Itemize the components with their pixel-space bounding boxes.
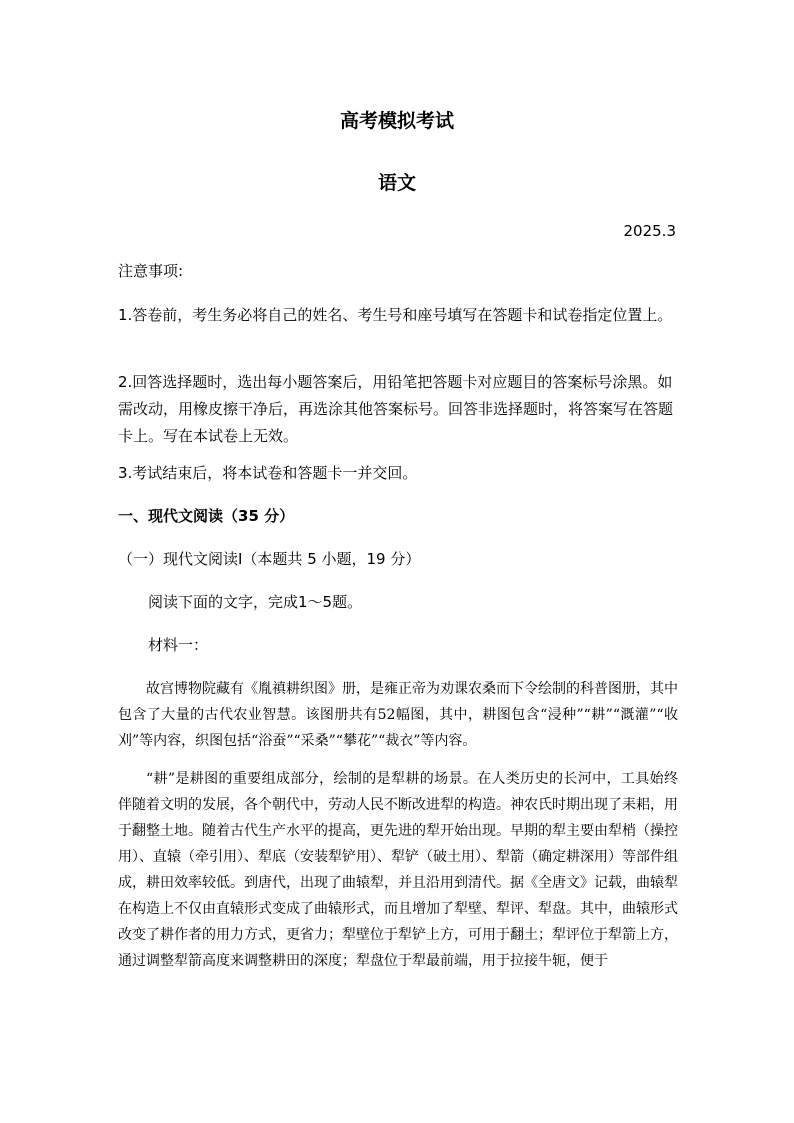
paragraph: 故宫博物院藏有《胤禛耕织图》册，是雍正帝为劝课农桑而下令绘制的科普图册，其中包含了大量的古代农业智慧。该图册共有52幅图，其中，耕图包含“浸种”“耕”“溉灌”“收刈”等内容，织图包括“浴蚕”“采桑”“攀花”“裁衣”等内容。 — [118, 681, 678, 749]
notice-item-2: 2.回答选择题时，选出每小题答案后，用铅笔把答题卡对应题目的答案标号涂黑。如需改动，用橡皮擦干净后，再选涂其他答案标号。回答非选择题时，将答案写在答题卡上。写在本试卷上无效。 — [118, 373, 674, 445]
exam-title: 高考模拟考试 — [339, 110, 454, 132]
notice-item-3: 3.考试结束后，将本试卷和答题卡一并交回。 — [118, 464, 418, 482]
exam-date: 2025.3 — [623, 222, 676, 240]
material-label: 材料一： — [148, 636, 209, 654]
subsection-heading: （一）现代文阅读Ⅰ（本题共 5 小题，19 分） — [118, 550, 421, 568]
notice-item-1: 1.答卷前，考生务必将自己的姓名、考生号和座号填写在答题卡和试卷指定位置上。 — [118, 306, 673, 324]
subject-title: 语文 — [377, 172, 416, 194]
reading-instruction: 阅读下面的文字，完成1～5题。 — [148, 593, 363, 611]
section-heading: 一、现代文阅读（35 分） — [118, 507, 295, 525]
paragraph: “耕”是耕图的重要组成部分，绘制的是犁耕的场景。在人类历史的长河中，工具始终伴随着文明的发展，各个朝代中，劳动人民不断改进犁的构造。神农氏时期出现了耒耜，用于翻整土地。随着古代生产水平的提高，更先进的犁开始出现。早期的犁主要由犁梢（操控用）、直辕（牵引用）、犁底（安装犁铲用）、犁铲（破土用）、犁箭（确定耕深用）等部件组成，耕田效率较低。到唐代，出现了曲辕犁，并且沿用到清代。据《全唐文》记载，曲辕犁在构造上不仅由直辕形式变成了曲辕形式，而且增加了犁壁、犁评、犁盘。其中，曲辕形式改变了耕作者的用力方式，更省力；犁壁位于犁铲上方，可用于翻土；犁评位于犁箭上方，通过调整犁箭高度来调整耕田的深度；犁盘位于犁最前端，用于拉接牛轭，便于 — [118, 771, 678, 969]
notice-heading: 注意事项: — [118, 262, 184, 280]
material-text — [118, 676, 678, 974]
